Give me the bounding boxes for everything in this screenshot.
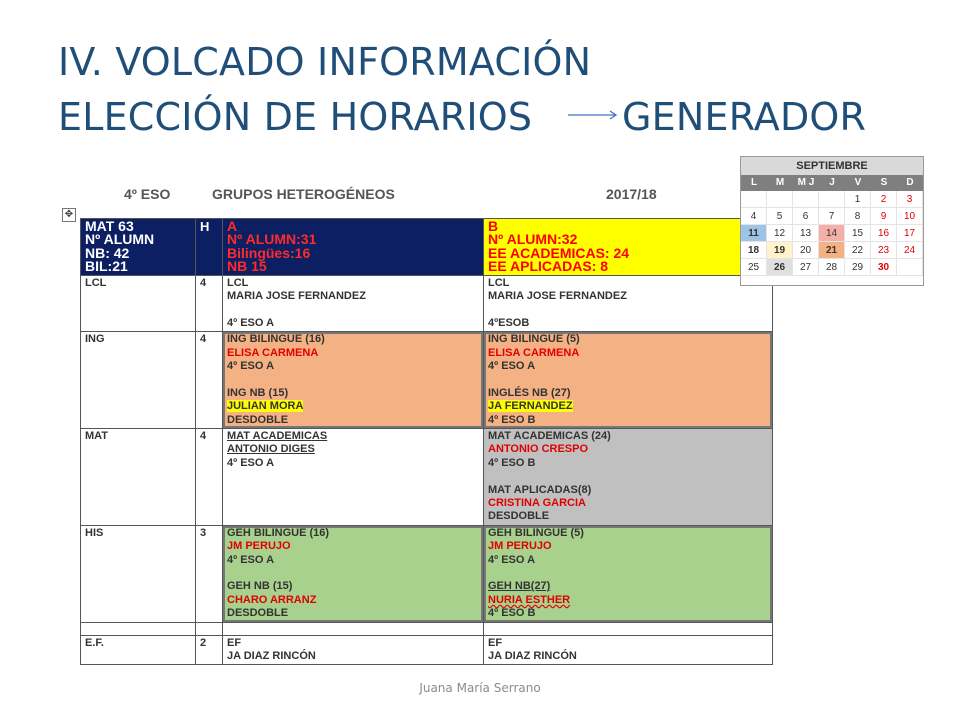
table-row-mat [81, 429, 773, 526]
calendar-month-title: SEPTIEMBRE [741, 157, 923, 175]
header-cell-group-a [223, 219, 484, 276]
teacher-name: JM PERUJO [227, 540, 291, 553]
hours-cell: 4 [196, 275, 223, 332]
doc-header-groups: GRUPOS HETEROGÉNEOS [212, 186, 395, 202]
table-move-handle-icon[interactable]: ✥ [62, 208, 76, 222]
group-b-cell [484, 275, 773, 332]
cell-line: MAT ACADEMICAS (24) [488, 430, 611, 442]
slide-title-line2-left: ELECCIÓN DE HORARIOS [58, 95, 533, 139]
calendar-day: 5 [767, 208, 793, 225]
cell-line: GEH BILINGUE (5) [488, 526, 584, 539]
cell-line: GEH NB (15) [227, 580, 293, 593]
calendar-day: 20 [793, 242, 819, 259]
calendar-day: 2 [871, 191, 897, 208]
footer-author: Juana María Serrano [419, 681, 541, 695]
calendar-day-highlighted: 11 [741, 225, 767, 242]
calendar-weekday: V [845, 175, 871, 191]
header-cell-mat [81, 219, 196, 276]
header-cell-hours: H [196, 219, 223, 276]
cell-line: ING BILINGUE (16) [227, 333, 325, 346]
cell-line: INGLÉS NB (27) [488, 386, 571, 399]
cell-line: MAT ACADEMICAS [227, 430, 328, 442]
cell-line [227, 373, 479, 386]
cell-line [227, 567, 479, 580]
calendar-weekday: M J [793, 175, 819, 191]
cell-line [488, 567, 768, 580]
table-row-ef [81, 635, 773, 665]
calendar-weekday: M [767, 175, 793, 191]
calendar-day: 7 [819, 208, 845, 225]
group-b-cell [484, 525, 773, 622]
group-a-num-alumn: Nº ALUMN:31 [227, 231, 317, 248]
cell-line: 4º ESO A [227, 553, 275, 566]
teacher-name: NURIA ESTHER [488, 593, 571, 606]
cell-line: 4º ESO B [488, 456, 536, 469]
calendar-day [741, 191, 767, 208]
calendar-day: 24 [897, 242, 923, 259]
cell-line: DESDOBLE [227, 413, 289, 426]
cell-line: ING NB (15) [227, 386, 289, 399]
calendar-weekday: J [819, 175, 845, 191]
cell-line: GEH BILINGUE (16) [227, 526, 330, 539]
subject-cell: E.F. [81, 635, 196, 665]
subject-cell: MAT [81, 429, 196, 526]
cell-line: GEH NB(27) [488, 580, 551, 593]
group-b-cell [484, 332, 773, 429]
cell-line: ING BILINGUE (5) [488, 333, 580, 346]
table-row-lcl [81, 275, 773, 332]
calendar-day: 25 [741, 259, 767, 276]
teacher-name: ELISA CARMENA [227, 346, 319, 359]
calendar-day: 3 [897, 191, 923, 208]
calendar-day: 17 [897, 225, 923, 242]
spacer-cell [81, 622, 196, 635]
calendar-day-highlighted: 14 [819, 225, 845, 242]
calendar-day: 22 [845, 242, 871, 259]
cell-line: 4º ESO B [488, 607, 536, 620]
calendar-day: 27 [793, 259, 819, 276]
calendar-grid [741, 175, 923, 276]
doc-header-course: 4º ESO [124, 186, 171, 202]
calendar-weekday: L [741, 175, 767, 191]
cell-line [488, 373, 768, 386]
hours-cell: 4 [196, 332, 223, 429]
cell-line: MARIA JOSE FERNANDEZ [227, 289, 366, 302]
table-row-his [81, 525, 773, 622]
cell-line: 4º ESO A [488, 359, 536, 372]
calendar-day: 15 [845, 225, 871, 242]
teacher-name: JA FERNANDEZ [488, 400, 573, 413]
calendar-day: 6 [793, 208, 819, 225]
header-nb: NB: 42 [85, 244, 130, 261]
group-b-cell [484, 429, 773, 526]
calendar-day: 4 [741, 208, 767, 225]
calendar-day: 29 [845, 259, 871, 276]
group-a-cell [223, 332, 484, 429]
calendar-day: 8 [845, 208, 871, 225]
spacer-cell [196, 622, 223, 635]
teacher-name: ELISA CARMENA [488, 346, 580, 359]
cell-line: 4º ESO A [227, 359, 275, 372]
arrow-right-icon [566, 108, 622, 122]
group-a-nb: NB 15 [227, 258, 267, 275]
group-a-label: A [227, 218, 238, 234]
slide-title-line1: IV. VOLCADO INFORMACIÓN [58, 40, 592, 84]
schedule-document [60, 180, 760, 663]
calendar-widget [740, 156, 924, 286]
hours-cell: 4 [196, 429, 223, 526]
teacher-name: JA DIAZ RINCÓN [227, 650, 316, 663]
teacher-name: CHARO ARRANZ [227, 593, 317, 606]
header-num-alumn: Nº ALUMN [85, 231, 155, 248]
calendar-day [897, 259, 923, 276]
teacher-name: JA DIAZ RINCÓN [488, 650, 577, 663]
calendar-day-highlighted: 21 [819, 242, 845, 259]
header-cell-group-b [484, 219, 773, 276]
group-a-cell [223, 635, 484, 665]
cell-line: EF [488, 636, 503, 649]
calendar-day: 28 [819, 259, 845, 276]
cell-line: 4º ESO A [227, 456, 275, 469]
cell-line: 4ºESOB [488, 316, 530, 329]
hours-cell: 2 [196, 635, 223, 665]
calendar-day [767, 191, 793, 208]
cell-line: LCL [227, 276, 249, 289]
calendar-day [819, 191, 845, 208]
table-header-row [81, 219, 773, 276]
calendar-day: 12 [767, 225, 793, 242]
calendar-day: 23 [871, 242, 897, 259]
slide-title-line2-right: GENERADOR [622, 95, 867, 139]
cell-line: DESDOBLE [227, 607, 289, 620]
calendar-day: 13 [793, 225, 819, 242]
cell-line: 4º ESO B [488, 413, 536, 426]
spacer-cell [484, 622, 773, 635]
header-mat-total: MAT 63 [85, 218, 134, 234]
group-b-label: B [488, 218, 499, 234]
cell-line [488, 470, 768, 483]
calendar-day [793, 191, 819, 208]
group-a-cell [223, 429, 484, 526]
teacher-name: ANTONIO DIGES [227, 443, 315, 456]
calendar-day: 16 [871, 225, 897, 242]
teacher-name: JULIAN MORA [227, 400, 304, 413]
calendar-weekday: S [871, 175, 897, 191]
group-b-aplicadas: EE APLICADAS: 8 [488, 258, 609, 275]
hours-cell: 3 [196, 525, 223, 622]
cell-line: 4º ESO A [227, 316, 275, 329]
schedule-table [80, 218, 773, 665]
calendar-weekday: D [897, 175, 923, 191]
calendar-day: 18 [741, 242, 767, 259]
group-b-cell [484, 635, 773, 665]
group-b-academicas: EE ACADEMICAS: 24 [488, 244, 630, 261]
calendar-day: 10 [897, 208, 923, 225]
doc-header-year: 2017/18 [606, 186, 657, 202]
group-a-bilingues: Bilingües:16 [227, 244, 311, 261]
group-b-num-alumn: Nº ALUMN:32 [488, 231, 578, 248]
header-bil: BIL:21 [85, 258, 128, 275]
subject-cell: HIS [81, 525, 196, 622]
subject-cell: LCL [81, 275, 196, 332]
calendar-day: 30 [871, 259, 897, 276]
cell-line: 4º ESO A [488, 553, 536, 566]
calendar-day-highlighted: 19 [767, 242, 793, 259]
cell-line: MARIA JOSE FERNANDEZ [488, 289, 627, 302]
teacher-name: ANTONIO CRESPO [488, 443, 589, 456]
cell-line: DESDOBLE [488, 510, 550, 523]
subject-cell: ING [81, 332, 196, 429]
group-a-cell [223, 525, 484, 622]
calendar-day-highlighted: 26 [767, 259, 793, 276]
spacer-cell [223, 622, 484, 635]
cell-line: MAT APLICADAS(8) [488, 483, 592, 496]
calendar-day: 9 [871, 208, 897, 225]
calendar-day: 1 [845, 191, 871, 208]
table-spacer-row [81, 622, 773, 635]
table-row-ing [81, 332, 773, 429]
cell-line [488, 303, 768, 316]
teacher-name: JM PERUJO [488, 540, 552, 553]
cell-line [227, 303, 479, 316]
cell-line: EF [227, 636, 242, 649]
cell-line: LCL [488, 276, 510, 289]
group-a-cell [223, 275, 484, 332]
teacher-name: CRISTINA GARCIA [488, 497, 586, 510]
